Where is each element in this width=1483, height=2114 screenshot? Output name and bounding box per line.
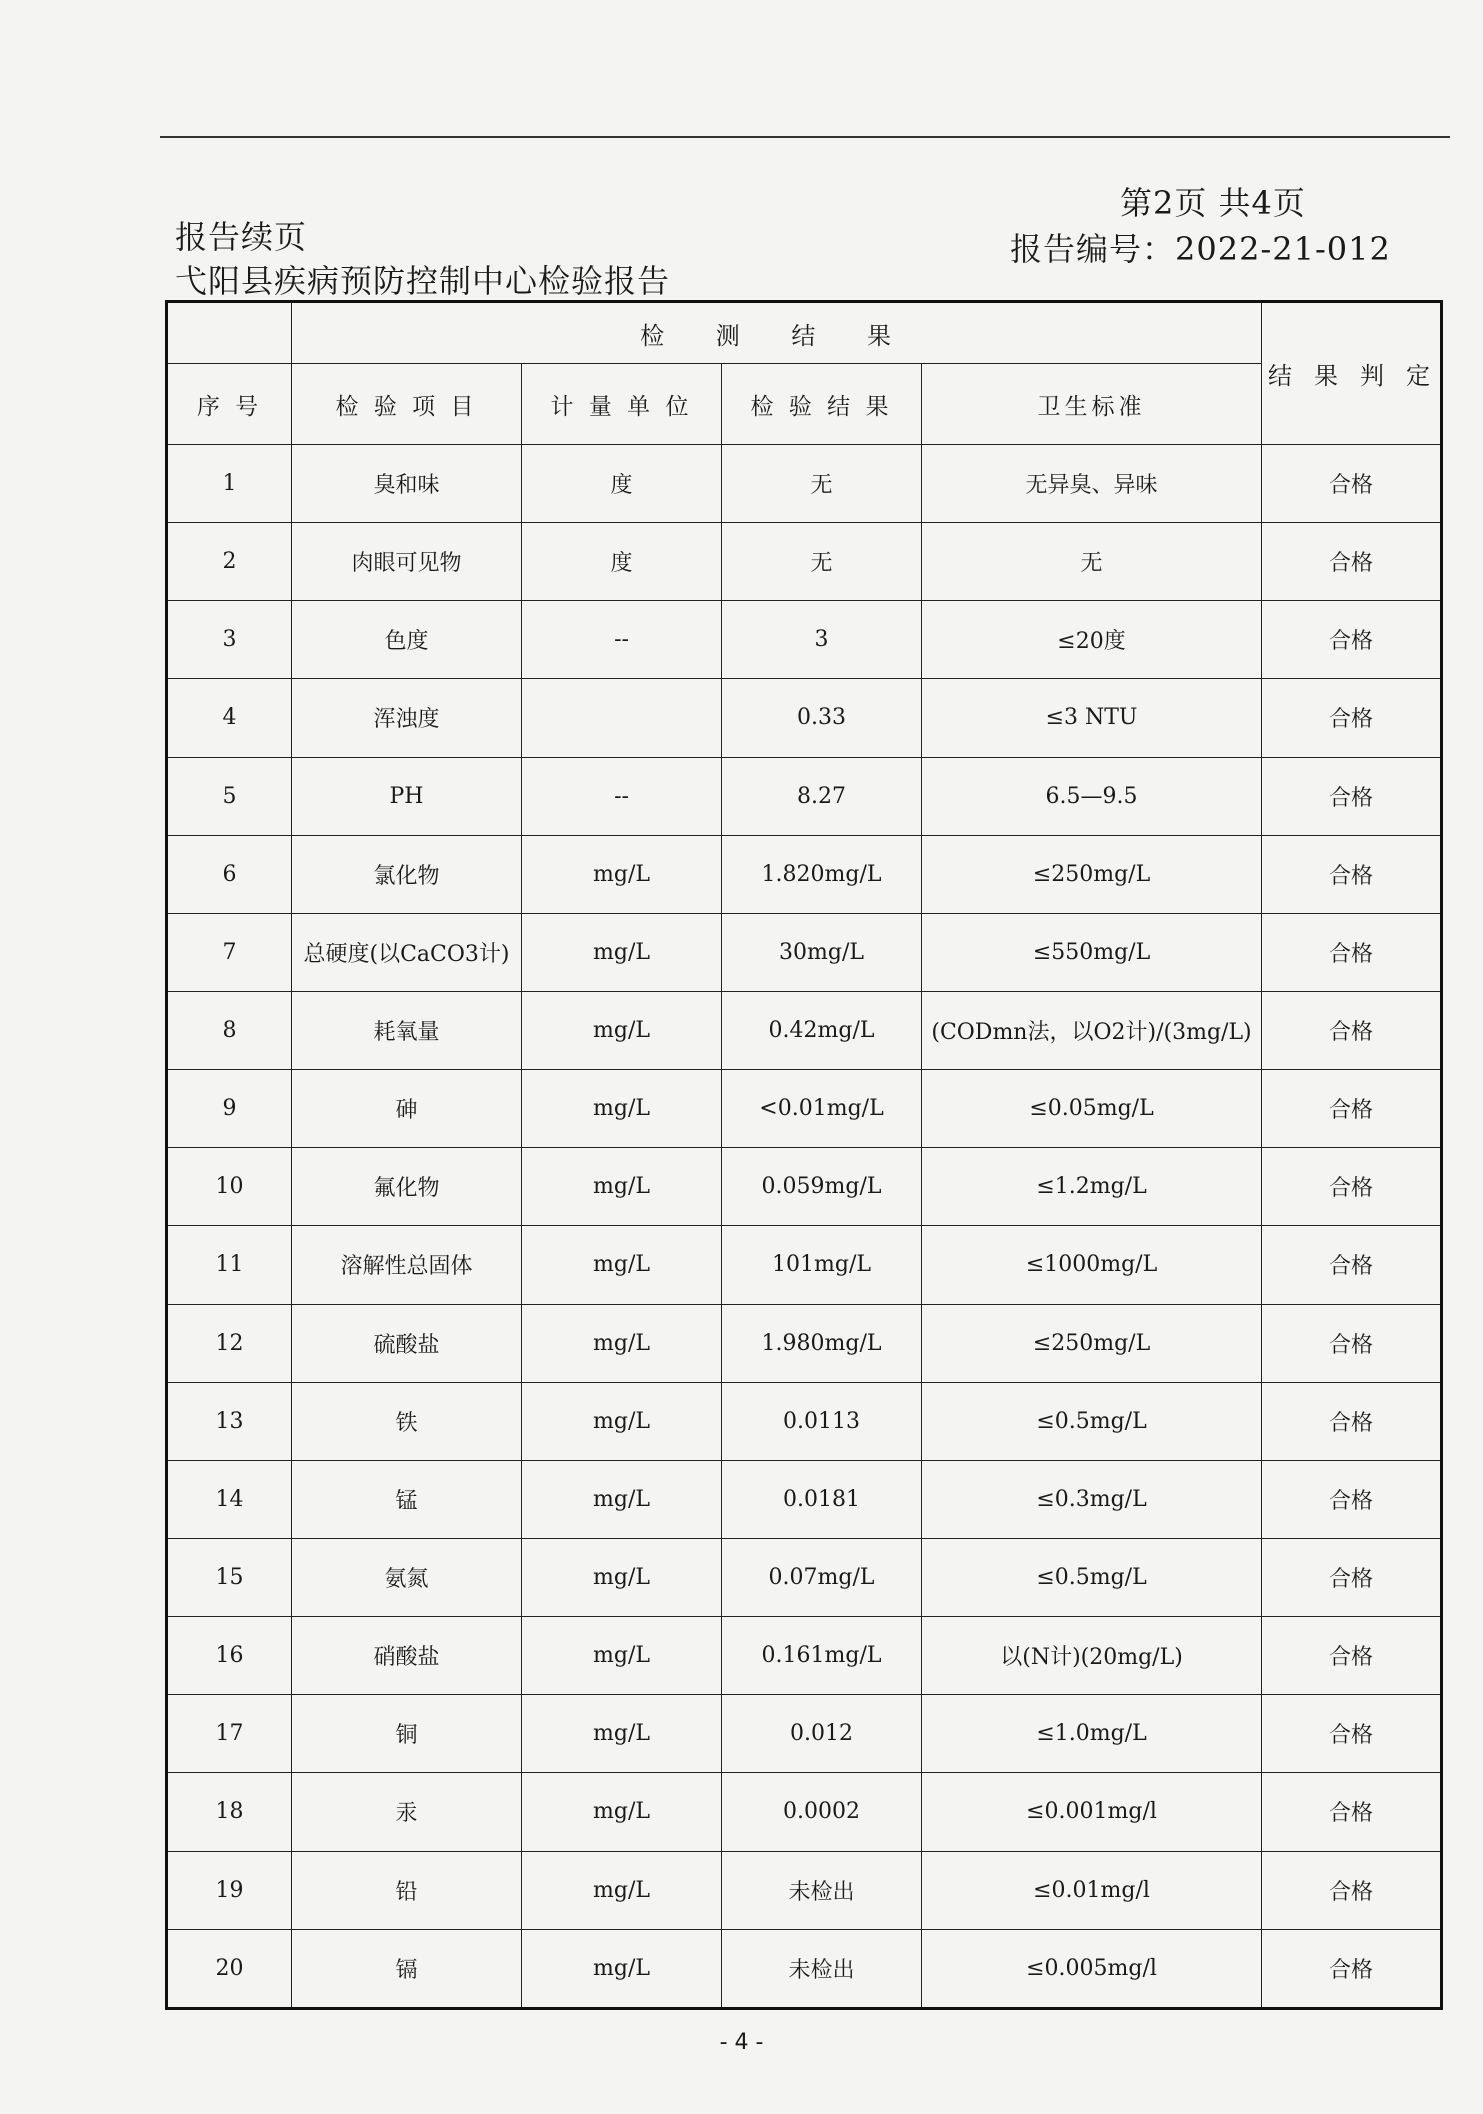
band-title: 检 测 结 果 [292,302,1262,364]
cell-standard: ≤250mg/L [922,835,1262,913]
cell-unit: mg/L [522,1382,722,1460]
cell-no: 11 [167,1226,292,1304]
cell-standard: ≤3 NTU [922,679,1262,757]
header-left [175,215,670,303]
cell-judge: 合格 [1262,1070,1442,1148]
cell-result: 0.0113 [722,1382,922,1460]
table-row [167,1851,1442,1929]
header-right [1010,180,1391,272]
cell-item: 溶解性总固体 [292,1226,522,1304]
cell-no: 19 [167,1851,292,1929]
cell-no: 7 [167,913,292,991]
cell-result: 0.0002 [722,1773,922,1851]
cell-judge: 合格 [1262,1460,1442,1538]
cell-no: 4 [167,679,292,757]
cell-unit: mg/L [522,1304,722,1382]
table-row [167,1304,1442,1382]
cell-standard: ≤1000mg/L [922,1226,1262,1304]
table-row [167,1148,1442,1226]
cell-no: 2 [167,523,292,601]
cell-item: 氯化物 [292,835,522,913]
cell-standard: (CODmn法，以O2计)/(3mg/L) [922,991,1262,1069]
page-info: 第2页 共4页 [1120,184,1306,222]
cell-unit: 度 [522,445,722,523]
cell-unit: mg/L [522,1929,722,2008]
cell-item: 氨氮 [292,1538,522,1616]
cell-judge: 合格 [1262,1226,1442,1304]
table-row [167,1226,1442,1304]
cell-unit: mg/L [522,835,722,913]
cell-item: 硫酸盐 [292,1304,522,1382]
report-number: 报告编号：2022-21-012 [1010,230,1391,268]
cell-result: 未检出 [722,1929,922,2008]
cell-standard: ≤20度 [922,601,1262,679]
continued-label: 报告续页 [175,218,308,256]
cell-judge: 合格 [1262,445,1442,523]
cell-result: 无 [722,445,922,523]
cell-unit: mg/L [522,1851,722,1929]
cell-judge: 合格 [1262,1929,1442,2008]
cell-judge: 合格 [1262,757,1442,835]
cell-no: 6 [167,835,292,913]
cell-item: 硝酸盐 [292,1617,522,1695]
cell-standard: ≤550mg/L [922,913,1262,991]
table-row [167,1695,1442,1773]
table-row [167,1929,1442,2008]
cell-standard: ≤1.2mg/L [922,1148,1262,1226]
cell-result: 未检出 [722,1851,922,1929]
cell-item: 镉 [292,1929,522,2008]
col-judge-header: 结果判定 [1262,302,1442,445]
cell-standard: ≤0.01mg/l [922,1851,1262,1929]
cell-standard: ≤0.5mg/L [922,1382,1262,1460]
cell-judge: 合格 [1262,913,1442,991]
cell-judge: 合格 [1262,523,1442,601]
cell-judge: 合格 [1262,991,1442,1069]
cell-standard: 以(N计)(20mg/L) [922,1617,1262,1695]
table-header-row [167,364,1442,445]
cell-item: 铅 [292,1851,522,1929]
cell-judge: 合格 [1262,1538,1442,1616]
cell-item: 肉眼可见物 [292,523,522,601]
cell-judge: 合格 [1262,1773,1442,1851]
cell-unit: mg/L [522,1695,722,1773]
table-row [167,523,1442,601]
cell-no: 3 [167,601,292,679]
cell-judge: 合格 [1262,835,1442,913]
cell-standard: ≤1.0mg/L [922,1695,1262,1773]
cell-no: 18 [167,1773,292,1851]
cell-judge: 合格 [1262,679,1442,757]
cell-unit: -- [522,601,722,679]
cell-no: 15 [167,1538,292,1616]
table-row [167,1382,1442,1460]
col-no-header: 序 号 [167,364,292,445]
cell-no: 5 [167,757,292,835]
cell-judge: 合格 [1262,601,1442,679]
cell-standard: ≤250mg/L [922,1304,1262,1382]
table-row [167,835,1442,913]
cell-standard: ≤0.5mg/L [922,1538,1262,1616]
results-table [165,300,1453,2010]
cell-result: 0.42mg/L [722,991,922,1069]
cell-no: 14 [167,1460,292,1538]
table-row [167,1070,1442,1148]
cell-standard: 无异臭、异味 [922,445,1262,523]
cell-unit: mg/L [522,1773,722,1851]
col-result-header: 检 验 结 果 [722,364,922,445]
table-row [167,601,1442,679]
cell-unit: mg/L [522,913,722,991]
table-row [167,679,1442,757]
cell-judge: 合格 [1262,1851,1442,1929]
table-row [167,991,1442,1069]
cell-standard: ≤0.001mg/l [922,1773,1262,1851]
cell-unit: mg/L [522,1070,722,1148]
org-title: 弋阳县疾病预防控制中心检验报告 [175,262,671,300]
cell-no: 10 [167,1148,292,1226]
cell-standard: ≤0.05mg/L [922,1070,1262,1148]
cell-result: 1.980mg/L [722,1304,922,1382]
cell-no: 16 [167,1617,292,1695]
cell-unit: mg/L [522,1460,722,1538]
cell-result: 101mg/L [722,1226,922,1304]
cell-unit [522,679,722,757]
table-body [167,445,1442,2009]
cell-item: 铜 [292,1695,522,1773]
cell-item: 砷 [292,1070,522,1148]
table-row [167,913,1442,991]
cell-no: 12 [167,1304,292,1382]
cell-standard: ≤0.005mg/l [922,1929,1262,2008]
cell-item: 总硬度(以CaCO3计) [292,913,522,991]
col-unit-header: 计 量 单 位 [522,364,722,445]
cell-unit: mg/L [522,1617,722,1695]
cell-item: 锰 [292,1460,522,1538]
cell-unit: mg/L [522,1226,722,1304]
col-standard-header: 卫生标准 [922,364,1262,445]
cell-result: 0.012 [722,1695,922,1773]
cell-result: 30mg/L [722,913,922,991]
cell-result: 1.820mg/L [722,835,922,913]
cell-result: 0.059mg/L [722,1148,922,1226]
cell-unit: mg/L [522,1148,722,1226]
page-number: - 4 - [719,2030,764,2055]
table-band-row [167,302,1442,364]
table-row [167,1538,1442,1616]
cell-item: 色度 [292,601,522,679]
cell-judge: 合格 [1262,1695,1442,1773]
cell-result: 0.07mg/L [722,1538,922,1616]
cell-item: 耗氧量 [292,991,522,1069]
cell-no: 20 [167,1929,292,2008]
cell-judge: 合格 [1262,1617,1442,1695]
table-row [167,1460,1442,1538]
cell-unit: -- [522,757,722,835]
top-rule [160,136,1450,138]
cell-item: PH [292,757,522,835]
cell-standard: 6.5—9.5 [922,757,1262,835]
cell-unit: mg/L [522,991,722,1069]
cell-result: 0.33 [722,679,922,757]
cell-result: 0.161mg/L [722,1617,922,1695]
cell-result: <0.01mg/L [722,1070,922,1148]
cell-no: 9 [167,1070,292,1148]
cell-item: 汞 [292,1773,522,1851]
table-row [167,1617,1442,1695]
cell-item: 铁 [292,1382,522,1460]
table-row [167,757,1442,835]
cell-item: 臭和味 [292,445,522,523]
col-item-header: 检 验 项 目 [292,364,522,445]
cell-result: 无 [722,523,922,601]
cell-no: 8 [167,991,292,1069]
table-row [167,1773,1442,1851]
cell-item: 浑浊度 [292,679,522,757]
cell-standard: 无 [922,523,1262,601]
cell-no: 1 [167,445,292,523]
cell-judge: 合格 [1262,1148,1442,1226]
cell-result: 0.0181 [722,1460,922,1538]
cell-item: 氟化物 [292,1148,522,1226]
table-row [167,445,1442,523]
cell-no: 17 [167,1695,292,1773]
cell-unit: 度 [522,523,722,601]
cell-unit: mg/L [522,1538,722,1616]
cell-judge: 合格 [1262,1304,1442,1382]
cell-no: 13 [167,1382,292,1460]
cell-result: 8.27 [722,757,922,835]
cell-standard: ≤0.3mg/L [922,1460,1262,1538]
cell-result: 3 [722,601,922,679]
cell-judge: 合格 [1262,1382,1442,1460]
